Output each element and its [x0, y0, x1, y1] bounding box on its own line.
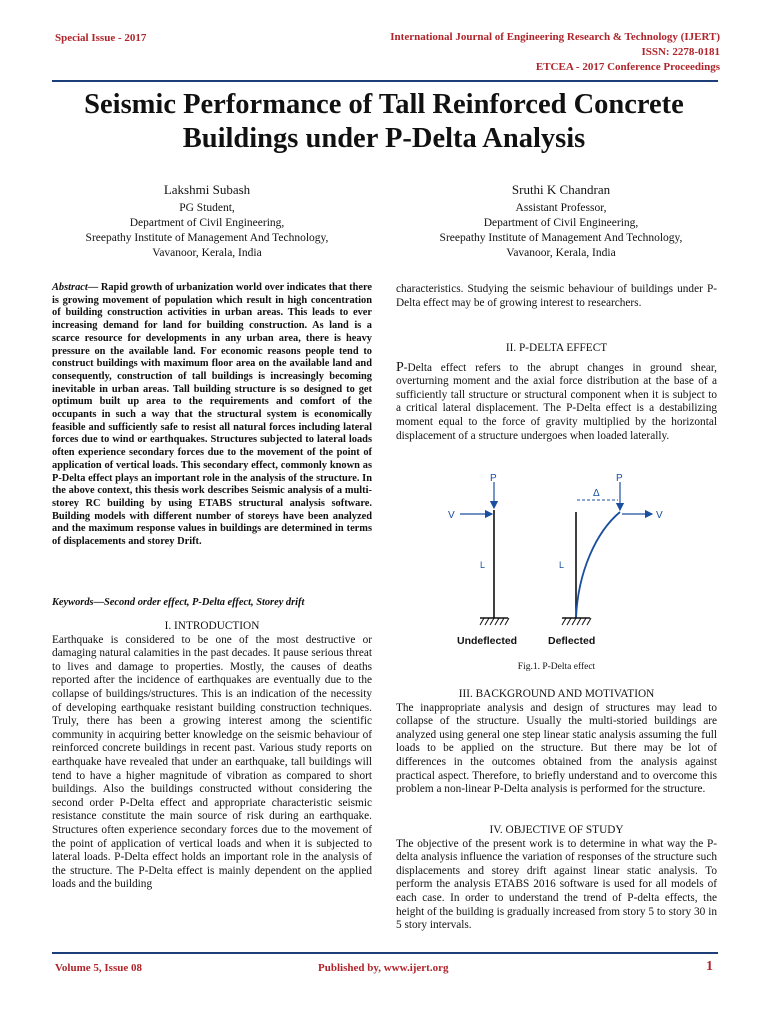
label-delta: Δ: [593, 488, 600, 499]
label-v: V: [448, 510, 455, 521]
figure-caption: Fig.1. P-Delta effect: [517, 662, 596, 672]
section-introduction: [52, 620, 372, 892]
footer-rule: [52, 952, 718, 954]
abstract-dash: —: [87, 282, 101, 293]
author-dept: Department of Civil Engineering,: [129, 217, 285, 229]
paper-title: [40, 88, 728, 156]
deflected-column: [576, 512, 620, 618]
footer-volume: Volume 5, Issue 08: [55, 962, 142, 974]
page-number: 1: [706, 959, 713, 974]
author-name: Lakshmi Subash: [163, 182, 251, 197]
label-deflected: Deflected: [548, 635, 596, 647]
p-delta-figure: [430, 472, 680, 652]
author-dept: Department of Civil Engineering,: [483, 217, 639, 229]
section-body: -Delta effect refers to the abrupt changes in ground shear, overturning moment and the axial force distribution at the base of a sufficiently tall structure or structural component when it is subject to a critical lateral displacement. The P-Delta effect is a destabilizing moment equal to the force of gravity multiplied by the horizontal displacement of a structure undergoes when loaded laterally.: [396, 361, 717, 442]
header-journal: International Journal of Engineering Research & Technology (IJERT): [390, 31, 720, 43]
dropcap: P: [396, 359, 404, 375]
label-v-deflected: V: [656, 510, 663, 521]
section-heading: IV. OBJECTIVE OF STUDY: [489, 824, 624, 836]
label-l-deflected: L: [559, 560, 565, 570]
label-p-deflected: P: [616, 473, 623, 484]
author-role: PG Student,: [179, 202, 235, 214]
label-undeflected: Undeflected: [457, 635, 518, 647]
section-body: The inappropriate analysis and design of structures may lead to collapse of the structure. Usually the multi-storied buildings are analyzed using general one step linear static analysis assuming the full loads to be applied on the structure. But there may be lot of differences in the outcomes obtained from the analysis against practical aspect. Therefore, to briefly understand and to overcome this problem a non-linear P-Delta analysis is performed for the structure.: [396, 701, 717, 796]
section-heading: I. INTRODUCTION: [164, 620, 260, 632]
title-line-1: Seismic Performance of Tall Reinforced Concrete: [84, 89, 684, 120]
author-institution: Sreepathy Institute of Management And Technology,: [439, 232, 683, 244]
header-issn: ISSN: 2278-0181: [641, 46, 720, 58]
header-journal-info: [390, 30, 720, 75]
section-objective: [396, 824, 717, 933]
header-special-issue: Special Issue - 2017: [55, 32, 147, 44]
header-rule: [52, 80, 718, 82]
author-location: Vavanoor, Kerala, India: [506, 247, 616, 259]
abstract: [52, 282, 372, 549]
abstract-label: Abstract: [52, 282, 88, 293]
keywords: Keywords—Second order effect, P-Delta effect, Storey drift: [52, 597, 305, 608]
section-body: characteristics. Studying the seismic behaviour of buildings under P-Delta effect may be of growing interest to researchers.: [396, 283, 717, 309]
label-l: L: [480, 560, 486, 570]
footer-publisher-link[interactable]: Published by, www.ijert.org: [318, 962, 449, 974]
author-block-2: [396, 182, 726, 261]
header-conference: ETCEA - 2017 Conference Proceedings: [535, 61, 720, 73]
section-heading: III. BACKGROUND AND MOTIVATION: [458, 688, 655, 700]
section-p-delta: [396, 342, 717, 443]
author-block-1: [42, 182, 372, 261]
author-institution: Sreepathy Institute of Management And Technology,: [85, 232, 329, 244]
author-name: Sruthi K Chandran: [511, 182, 611, 197]
author-location: Vavanoor, Kerala, India: [152, 247, 262, 259]
section-background: [396, 688, 717, 797]
introduction-continued: [396, 283, 717, 310]
label-p: P: [490, 473, 497, 484]
section-heading: II. P-DELTA EFFECT: [505, 342, 608, 354]
abstract-text: Rapid growth of urbanization world over indicates that there is growing movement of population which result in high concentration of building construction activities in urban areas. This leads to ever increasing demand for land for building construction. As land is a scarce resource for developments in any urban area, there is heavy pressure on the available land. For economic reasons people tend to construct buildings with maximum floor area on the available land and consequently, construction of tall buildings is increasingly becoming inevitable in urban areas. Tall building structure is so designed to get optimum built up area to the requirements and comfort of the occupants in such a way that the structural system is economically feasible and sufficiently safe to resist all natural forces including lateral forces due to wind or earthquakes. Structures subjected to lateral loads often experience secondary forces due to the movement of the point of application of vertical loads. This secondary effect, commonly known as P-Delta effect plays an important role in the analysis of the structure. In the above context, this thesis work describes Seismic analysis of a multi-storey RC building by using ETABS structural analysis software. Building models with different number of storeys have been analyzed and the maximum response values in buildings are determined in terms of displacements and storey Drift.: [52, 282, 372, 548]
title-line-2: Buildings under P-Delta Analysis: [182, 123, 586, 154]
author-role: Assistant Professor,: [515, 202, 607, 214]
section-body: Earthquake is considered to be one of the most destructive or damaging natural calamities in the past decades. It pause serious threat to lives and damage to properties. Mostly, the causes of deaths reported after the incidence of earthquakes are eventually due to the collapse of buildings/structures. This is an indication of the necessity of developing earthquake resistant building construction techniques. Truly, there has been a growing interest among the scientific community in acquiring better knowledge on the seismic behaviour of reinforced concrete buildings in recent past. Various study reports on earthquake have revealed that under an earthquake, tall buildings will tend to have a higher magnitude of vibration as compared to short buildings. Also the buildings constructed without considering the second order P-Delta effect and appropriate characteristic seismic resistance constitute the main source of risk during an earthquake. Structures often experience secondary forces due to the movement of the point of application of vertical loads and when it is subjected to lateral loads. P-Delta effect holds an important role in the analysis of the structure. The P-Delta effect is mainly dependent on the applied loads and the building: [52, 633, 372, 891]
section-body: The objective of the present work is to determine in what way the P-delta analysis influence the variation of responses of the structure such displacements and storey drift against linear static analysis. To perform the analysis ETABS 2016 software is used for all models of each case. In order to understand the trend of P-delta effects, the height of the building is gradually increased from story 5 to story 30 in 5 story intervals.: [396, 837, 717, 932]
